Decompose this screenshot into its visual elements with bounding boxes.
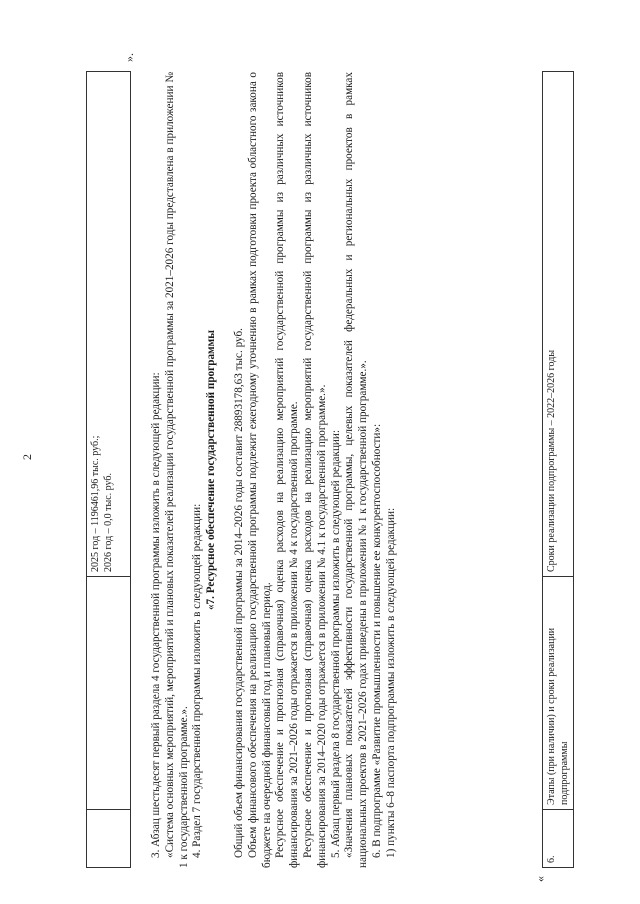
paragraph-6-1: 1) пункты 6–8 паспорта подпрограммы изложить в следующей редакции:	[384, 507, 397, 858]
table-cell-label: Этапы (при наличии) и сроки реализации подпрограммы	[543, 577, 574, 810]
page-number: 2	[20, 454, 34, 460]
table-cell-values	[87, 72, 131, 577]
table-row	[543, 72, 574, 868]
paragraph-quote-system: «Система основных мероприятий, мероприятий и плановых показателей реализации государственной программы за 2021–2026 годы представлена в приложении № 1 к государственной программе.».	[163, 72, 190, 868]
section-heading: «7. Ресурсное обеспечение государственной программы	[205, 329, 218, 611]
body-text	[150, 72, 399, 868]
table-line-2026: 2026 год – 0,0 тыс. руб.	[103, 472, 114, 572]
paragraph-3: 3. Абзац шестьдесят первый раздела 4 государственной программы изложить в следующей редакции:	[150, 372, 162, 858]
top-table	[86, 71, 131, 868]
table-cell-value: Сроки реализации подпрограммы – 2022–2026 годы	[543, 72, 574, 577]
paragraph-total-financing: Общий объем финансирования государственной программы за 2014–2026 годы составит 28893178,63 тыс. руб.	[232, 328, 245, 858]
paragraph-financing-volume: Объем финансового обеспечения на реализацию государственной программы подлежит ежегодному уточнению в рамках подготовки проекта областного закона о бюджете на очередной финансовый год и плановый период.	[246, 72, 273, 868]
table-row	[87, 72, 131, 868]
bottom-table	[542, 71, 574, 868]
paragraph-5: 5. Абзац первый раздела 8 государственной программы изложить в следующей редакции:	[329, 429, 342, 858]
table-cell-number: 6.	[543, 810, 574, 868]
paragraph-6: 6. В подпрограмме «Развитие промышленности и повышение ее конкурентоспособности»:	[370, 423, 383, 858]
paragraph-indicators: «Значения плановых показателей эффективности государственной программы, целевых показателей федеральных и региональных проектов в рамках национальных проектов в 2021–2026 годах приведены в приложении № 1 к государственной программе.».	[343, 72, 370, 868]
paragraph-resources-2014: Ресурсное обеспечение и прогнозная (справочная) оценка расходов на реализацию мероприятий государственной программы из различных источников финансирования за 2014–2020 годы отражается в приложении № 4.1 к государственной программе.».	[301, 72, 328, 868]
closing-quote-mark: ».	[122, 53, 136, 62]
table-cell-empty	[87, 810, 131, 868]
paragraph-resources-2021: Ресурсное обеспечение и прогнозная (справочная) оценка расходов на реализацию мероприятий государственной программы из различных источников финансирования за 2021–2026 годы отражается в приложении № 4 к государственной программе.	[274, 72, 301, 868]
table-line-2025: 2025 год – 1196461,96 тыс. руб.;	[90, 435, 101, 572]
opening-quote-mark: «	[533, 876, 547, 882]
paragraph-4: 4. Раздел 7 государственной программы изложить в следующей редакции:	[191, 503, 204, 858]
table-cell-empty	[87, 577, 131, 810]
